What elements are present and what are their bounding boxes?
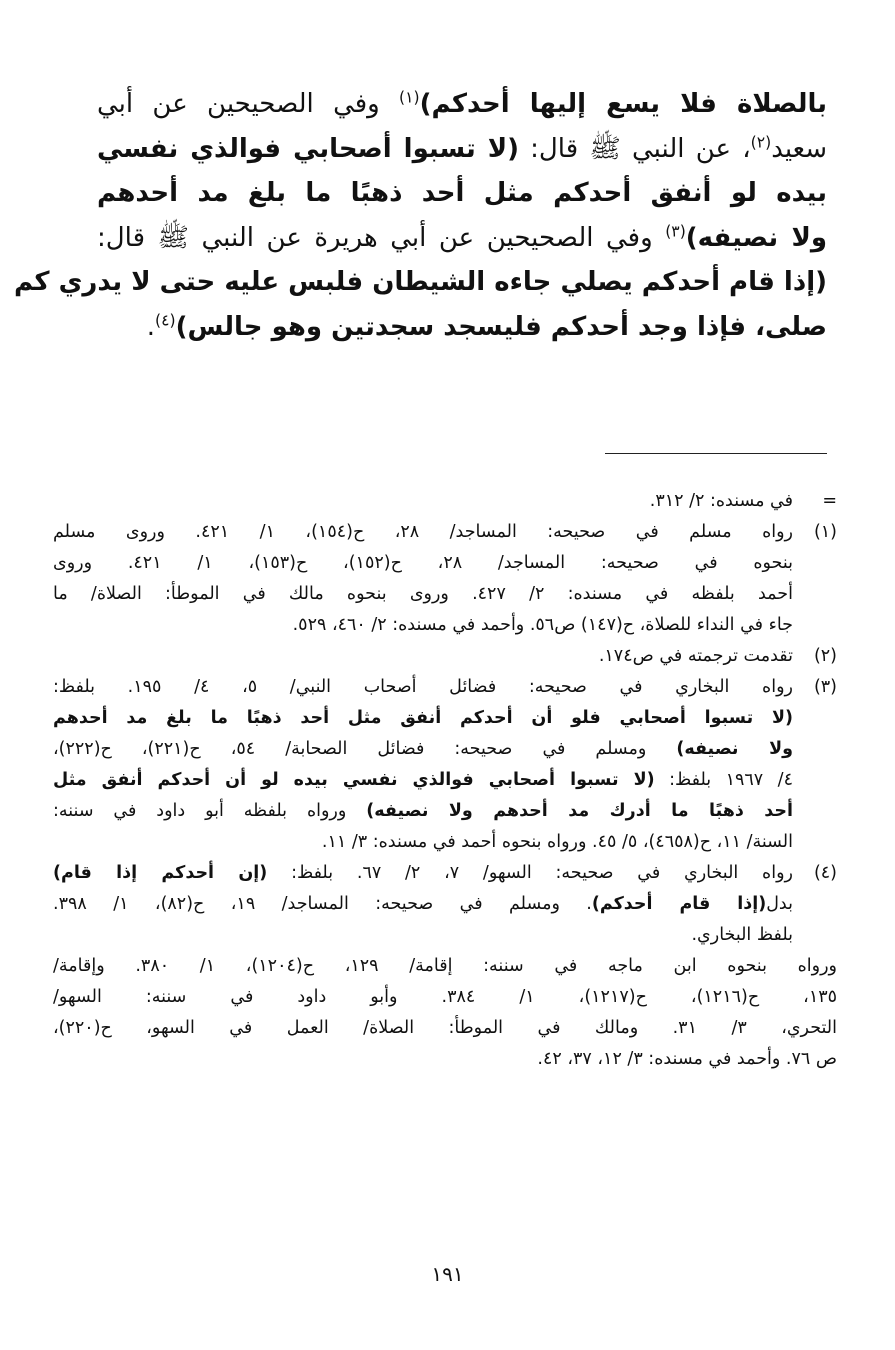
- main-text: [14, 82, 828, 349]
- text-segment: ورواه بلفظه أبو داود في سننه:: [53, 801, 367, 821]
- footnote-line: رواه مسلم في صحيحه: المساجد/ ٢٨، ح(١٥٤)، ١/ ٤٢١. وروى مسلم: [53, 522, 794, 542]
- hadith-quote: ولا نصيفه): [685, 222, 827, 253]
- footnote-line: ص ٧٦. وأحمد في مسنده: ٣/ ١٢، ٣٧، ٤٢.: [537, 1049, 837, 1069]
- text-segment: ، عن النبي ﷺ قال:: [518, 133, 751, 164]
- text-segment: رواه البخاري في صحيحه: السهو/ ٧، ٢/ ٦٧. بلفظ:: [267, 863, 793, 883]
- footnote-2: [53, 641, 837, 672]
- footnote-line: [53, 858, 793, 889]
- text-segment: وفي الصحيحين عن أبي: [97, 89, 400, 119]
- footnote-4: [53, 858, 837, 951]
- text-line: [97, 216, 827, 261]
- footnote-line: ١٣٥، ح(١٢١٦)، ح(١٢١٧)، ١/ ٣٨٤. وأبو داود في سننه: السهو/: [53, 987, 838, 1007]
- footnote-ref[interactable]: (١): [399, 88, 420, 107]
- footnote-line: رواه البخاري في صحيحه: فضائل أصحاب النبي/ ٥، ٤/ ١٩٥. بلفظ:: [53, 677, 793, 697]
- footnote-line: [53, 765, 793, 796]
- footnote-line: التحري، ٣/ ٣١. ومالك في الموطأ: الصلاة/ العمل في السهو، ح(٢٢٠)،: [53, 1018, 837, 1038]
- text-segment: بدل: [766, 894, 793, 914]
- hadith-quote: (إن أحدكم إذا قام): [53, 863, 268, 883]
- footnote-line: أحمد بلفظه في مسنده: ٢/ ٤٢٧. وروى بنحوه مالك في الموطأ: الصلاة/ ما: [53, 584, 793, 604]
- text-segment: سعيد: [771, 133, 828, 164]
- footnote-4-continued: [53, 951, 837, 1075]
- text-segment: .: [146, 311, 156, 342]
- text-line: (إذا قام أحدكم يصلي جاءه الشيطان فلبس عليه حتى لا يدري كم: [14, 267, 827, 297]
- text-segment: . ومسلم في صحيحه: المساجد/ ١٩، ح(٨٢)، ١/ ٣٩٨.: [53, 894, 592, 914]
- text-segment: ٤/ ١٩٦٧ بلفظ:: [654, 770, 793, 790]
- footnote-continuation: [53, 486, 837, 517]
- footnotes: [53, 486, 837, 1075]
- page-number: ١٩١: [431, 1262, 464, 1286]
- footnote-separator: [605, 453, 827, 454]
- continuation-mark: =: [822, 491, 837, 511]
- hadith-quote: (لا تسبوا أصحابي فوالذي نفسي: [97, 133, 519, 164]
- footnote-line: [53, 889, 793, 920]
- hadith-quote: صلى، فإذا وجد أحدكم فليسجد سجدتين وهو جالس): [175, 311, 827, 342]
- footnote-ref[interactable]: (٣): [665, 221, 686, 240]
- footnote-line: تقدمت ترجمته في ص١٧٤.: [598, 646, 793, 666]
- footnote-number: (٤): [813, 863, 837, 883]
- hadith-quote: أحد ذهبًا ما أدرك مد أحدهم ولا نصيفه): [366, 801, 793, 821]
- text-line: [97, 82, 827, 127]
- footnote-line: جاء في النداء للصلاة، ح(١٤٧) ص٥٦. وأحمد في مسنده: ٢/ ٤٦٠، ٥٢٩.: [292, 615, 793, 635]
- footnote-line: في مسنده: ٢/ ٣١٢.: [649, 491, 793, 511]
- text-line: [97, 127, 827, 172]
- footnote-1: [53, 517, 837, 641]
- footnote-3: [53, 672, 837, 858]
- hadith-quote: (لا تسبوا أصحابي فوالذي نفسي بيده لو أن أحدكم أنفق مثل: [53, 770, 655, 790]
- text-segment: ومسلم في صحيحه: فضائل الصحابة/ ٥٤، ح(٢٢١)، ح(٢٢٢)،: [53, 739, 677, 759]
- footnote-line: ورواه بنحوه ابن ماجه في سننه: إقامة/ ١٢٩، ح(١٢٠٤)، ١/ ٣٨٠. وإقامة/: [53, 956, 838, 976]
- text-line: [97, 305, 827, 350]
- text-line: بيده لو أنفق أحدكم مثل أحد ذهبًا ما بلغ مد أحدهم: [97, 178, 827, 208]
- footnote-number: (١): [813, 522, 837, 542]
- hadith-quote: بالصلاة فلا يسع إليها أحدكم): [419, 89, 827, 119]
- hadith-quote: (إذا قام أحدكم): [591, 894, 767, 914]
- footnote-line: بلفظ البخاري.: [691, 925, 793, 945]
- footnote-line: [53, 796, 793, 827]
- hadith-quote: ولا نصيفه): [676, 739, 793, 759]
- footnote-line: (لا تسبوا أصحابي فلو أن أحدكم أنفق مثل أحد ذهبًا ما بلغ مد أحدهم: [53, 708, 793, 728]
- footnote-line: [53, 734, 793, 765]
- footnote-number: (٢): [813, 646, 837, 666]
- footnote-line: بنحوه في صحيحه: المساجد/ ٢٨، ح(١٥٢)، ح(١٥٣)، ١/ ٤٢١. وروى: [53, 553, 794, 573]
- footnote-number: (٣): [813, 677, 837, 697]
- text-segment: وفي الصحيحين عن أبي هريرة عن النبي ﷺ قال:: [97, 222, 666, 253]
- footnote-ref[interactable]: (٢): [750, 132, 772, 151]
- footnote-ref[interactable]: (٤): [155, 310, 176, 329]
- footnote-line: السنة/ ١١، ح(٤٦٥٨)، ٥/ ٤٥. ورواه بنحوه أحمد في مسنده: ٣/ ١١.: [321, 832, 793, 852]
